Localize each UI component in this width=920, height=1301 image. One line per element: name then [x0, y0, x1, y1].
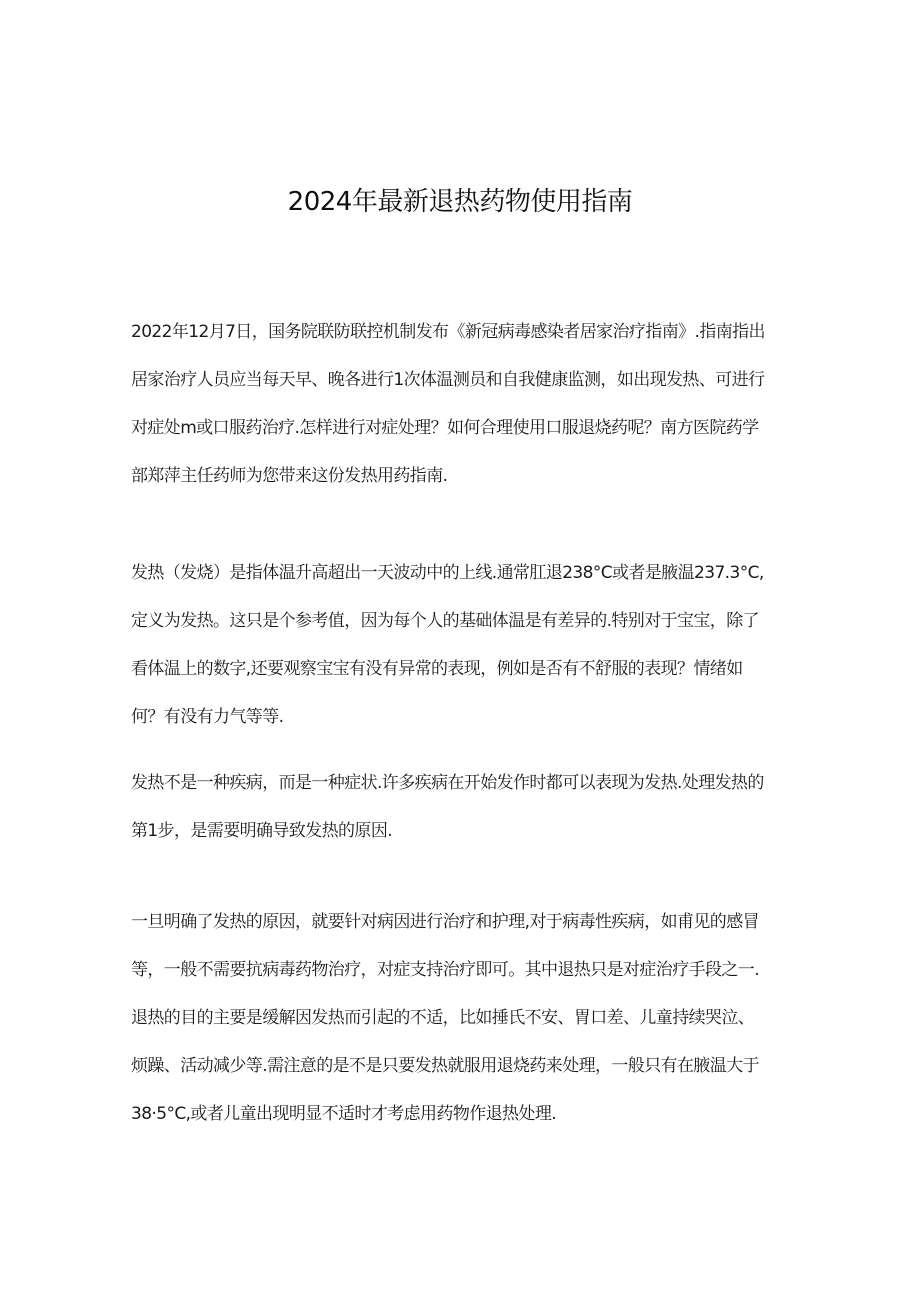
- paragraph-line: 居家治疗人员应当每天早、晚各进行1次体温测员和自我健康监测，如出现发热、可进行: [131, 370, 765, 390]
- paragraph-line: 2022年12月7日，国务院联防联控机制发布《新冠病毒感染者居家治疗指南》.指南指出: [131, 322, 765, 342]
- paragraph-fever-definition: [131, 549, 791, 741]
- paragraph-intro: [131, 308, 791, 500]
- paragraph-line: 第1步，是需要明确导致发热的原因.: [131, 821, 393, 841]
- paragraph-line: 等，一般不需要抗病毒药物治疗，对症支持治疗即可。其中退热只是对症治疗手段之一.: [131, 960, 760, 980]
- document-title: 2024年最新退热药物使用指南: [287, 187, 633, 217]
- paragraph-line: 看体温上的数字,还要观察宝宝有没有异常的表现，例如是否有不舒服的表现？情绪如: [131, 659, 743, 679]
- paragraph-line: 定义为发热。这只是个参考值，因为每个人的基础体温是有差异的.特别对于宝宝，除了: [131, 611, 760, 631]
- paragraph-line: 发热（发烧）是指体温升高超出一天波动中的上线.通常肛退238°C或者是腋温237.3°C,: [131, 563, 764, 583]
- paragraph-fever-treatment: [131, 898, 791, 1138]
- paragraph-line: 何？有没有力气等等.: [131, 707, 284, 727]
- paragraph-line: 烦躁、活动减少等.需注意的是不是只要发热就服用退烧药来处理，一般只有在腋温大于: [131, 1056, 760, 1076]
- paragraph-line: 发热不是一种疾病，而是一种症状.许多疾病在开始发作时都可以表现为发热.处理发热的: [131, 773, 764, 793]
- paragraph-line: 38·5°C,或者儿童出现明显不适时才考虑用药物作退热处理.: [131, 1104, 557, 1124]
- paragraph-line: 对症处m或口服药治疗.怎样进行对症处理？如何合理使用口服退烧药呢？南方医院药学: [131, 418, 759, 438]
- paragraph-fever-symptom: [131, 759, 791, 855]
- paragraph-line: 一旦明确了发热的原因，就要针对病因进行治疗和护理,对于病毒性疾病，如甫见的感冒: [131, 912, 760, 932]
- paragraph-line: 退热的目的主要是缓解因发热而引起的不适，比如捶氏不安、胃口差、儿童持续哭泣、: [131, 1008, 755, 1028]
- paragraph-line: 部郑萍主任药师为您带来这份发热用药指南.: [131, 466, 448, 486]
